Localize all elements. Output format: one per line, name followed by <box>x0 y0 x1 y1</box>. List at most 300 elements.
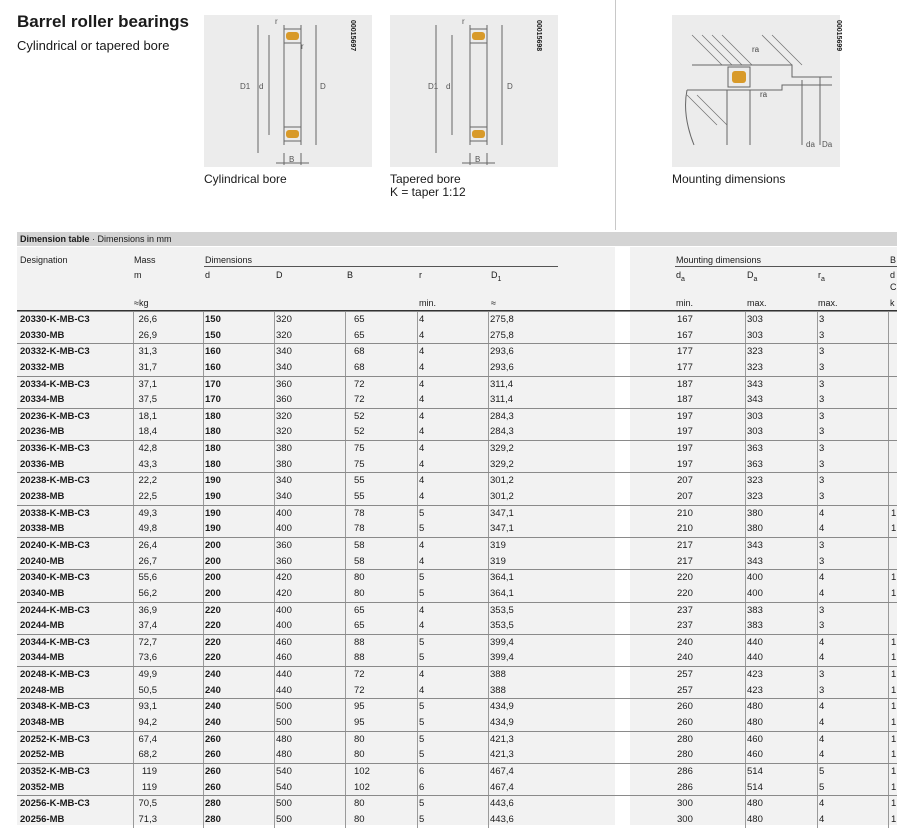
cell-separator <box>274 506 275 522</box>
cell-separator <box>133 312 134 328</box>
cell-mass: 22,2 <box>138 475 157 487</box>
cell-mass: 42,8 <box>138 443 157 455</box>
cell-separator <box>817 603 818 619</box>
cell-separator <box>888 699 889 715</box>
cell-B: 75 <box>354 458 365 470</box>
cell-separator <box>203 457 204 473</box>
cell-separator <box>345 489 346 505</box>
cell-separator <box>274 570 275 586</box>
cell-separator <box>417 473 418 489</box>
cell-separator <box>488 521 489 537</box>
table-row <box>17 666 897 683</box>
cell-Da: 423 <box>747 684 763 696</box>
cell-separator <box>203 747 204 763</box>
cell-separator <box>274 473 275 489</box>
table-row <box>17 440 897 457</box>
cell-r: 4 <box>419 378 425 390</box>
cell-ra: 4 <box>819 636 825 648</box>
cell-separator <box>345 328 346 344</box>
table-row <box>17 731 897 748</box>
table-row <box>17 683 897 699</box>
cell-D: 500 <box>276 717 292 729</box>
cell-r: 4 <box>419 426 425 438</box>
cell-separator <box>417 618 418 634</box>
cell-separator <box>345 796 346 812</box>
cell-r: 4 <box>419 329 425 341</box>
cell-separator <box>488 424 489 440</box>
table-row <box>17 602 897 619</box>
cell-Da: 343 <box>747 539 763 551</box>
table-title: Dimension table <box>20 234 90 244</box>
cell-separator <box>133 812 134 828</box>
fig2-label-D: D <box>507 82 513 91</box>
cell-r: 4 <box>419 475 425 487</box>
cell-separator <box>133 764 134 780</box>
cell-separator <box>133 506 134 522</box>
cell-separator <box>745 570 746 586</box>
cell-separator <box>203 360 204 376</box>
cell-separator <box>488 699 489 715</box>
cell-r: 5 <box>419 652 425 664</box>
cell-separator <box>745 683 746 699</box>
cell-separator <box>203 392 204 408</box>
header-B: B <box>347 270 354 280</box>
cell-separator <box>488 344 489 360</box>
fig1-code: 00015697 <box>349 20 356 52</box>
table-row <box>17 780 897 796</box>
cell-d: 200 <box>205 555 221 567</box>
cell-separator <box>203 618 204 634</box>
table-row <box>17 392 897 408</box>
cell-Da: 303 <box>747 329 763 341</box>
cell-separator <box>417 747 418 763</box>
cell-Da: 440 <box>747 652 763 664</box>
cell-separator <box>488 489 489 505</box>
cell-mass: 26,4 <box>138 539 157 551</box>
cell-r: 5 <box>419 749 425 761</box>
cell-separator <box>274 312 275 328</box>
cell-separator <box>274 360 275 376</box>
cell-separator <box>274 441 275 457</box>
cell-r: 4 <box>419 443 425 455</box>
cell-designation: 20238-K-MB-C3 <box>20 475 90 487</box>
cell-D: 320 <box>276 329 292 341</box>
cell-separator <box>203 424 204 440</box>
cell-separator <box>274 764 275 780</box>
cell-D: 420 <box>276 587 292 599</box>
cell-separator <box>745 360 746 376</box>
cell-D: 360 <box>276 555 292 567</box>
cell-separator <box>345 764 346 780</box>
cell-B: 75 <box>354 443 365 455</box>
cell-mass: 49,8 <box>138 523 157 535</box>
cell-separator <box>488 538 489 554</box>
cell-separator <box>888 780 889 796</box>
cell-B: 95 <box>354 701 365 713</box>
cell-D1: 421,3 <box>490 749 514 761</box>
header-ra-max: max. <box>818 298 838 308</box>
cell-separator <box>745 441 746 457</box>
header-cut-1: B <box>890 255 897 265</box>
table-row <box>17 521 897 537</box>
cell-separator <box>417 699 418 715</box>
cell-d: 260 <box>205 765 221 777</box>
cell-separator <box>133 521 134 537</box>
cell-separator <box>417 570 418 586</box>
cell-separator <box>274 603 275 619</box>
cell-B: 65 <box>354 620 365 632</box>
cell-separator <box>345 732 346 748</box>
table-row <box>17 472 897 489</box>
cell-D1: 319 <box>490 555 506 567</box>
table-body <box>17 311 897 828</box>
table-row <box>17 489 897 505</box>
cell-separator <box>133 489 134 505</box>
cell-separator <box>888 812 889 828</box>
cell-separator <box>745 650 746 666</box>
cell-D1: 284,3 <box>490 426 514 438</box>
header-da: $d_a$ <box>676 270 685 283</box>
cell-ra: 4 <box>819 507 825 519</box>
cell-d: 220 <box>205 620 221 632</box>
cell-d: 240 <box>205 717 221 729</box>
cell-mass: 26,6 <box>138 314 157 325</box>
cell-D: 340 <box>276 361 292 373</box>
cell-D1: 421,3 <box>490 733 514 745</box>
cell-separator <box>133 586 134 602</box>
cell-separator <box>345 409 346 425</box>
cell-separator <box>345 377 346 393</box>
cell-separator <box>817 764 818 780</box>
cell-separator <box>888 732 889 748</box>
cell-r: 5 <box>419 587 425 599</box>
cell-separator <box>488 409 489 425</box>
cell-ra: 4 <box>819 813 825 825</box>
cell-D1: 467,4 <box>490 781 514 793</box>
cell-separator <box>817 344 818 360</box>
cell-separator <box>745 667 746 683</box>
cell-d: 150 <box>205 329 221 341</box>
cell-r: 4 <box>419 314 425 325</box>
table-row <box>17 311 897 328</box>
cell-mass: 93,1 <box>138 701 157 713</box>
cell-B: 58 <box>354 539 365 551</box>
cell-separator <box>745 344 746 360</box>
cell-d: 220 <box>205 636 221 648</box>
cell-separator <box>203 667 204 683</box>
cell-separator <box>274 780 275 796</box>
cell-Da: 363 <box>747 443 763 455</box>
cell-separator <box>345 506 346 522</box>
fig3-code: 00015699 <box>835 20 842 52</box>
fig1-label-r-side: r <box>301 42 304 51</box>
cell-ra: 4 <box>819 701 825 713</box>
cell-separator <box>888 312 889 328</box>
cell-D: 500 <box>276 813 292 825</box>
cell-B: 52 <box>354 410 365 422</box>
cell-mass: 50,5 <box>138 684 157 696</box>
cell-r: 4 <box>419 458 425 470</box>
cell-d: 190 <box>205 523 221 535</box>
cell-D: 320 <box>276 314 292 325</box>
table-row <box>17 634 897 651</box>
cell-da: 300 <box>677 798 693 810</box>
cell-D1: 275,8 <box>490 329 514 341</box>
cell-separator <box>274 489 275 505</box>
cell-Da: 480 <box>747 813 763 825</box>
cell-separator <box>417 812 418 828</box>
cell-separator <box>488 764 489 780</box>
cell-D: 480 <box>276 733 292 745</box>
cell-designation: 20334-MB <box>20 394 65 406</box>
cell-mass: 70,5 <box>138 798 157 810</box>
cell-B: 78 <box>354 507 365 519</box>
cell-separator <box>345 344 346 360</box>
cell-separator <box>417 667 418 683</box>
header-mounting: Mounting dimensions <box>676 255 762 265</box>
cell-B: 95 <box>354 717 365 729</box>
cell-d: 190 <box>205 475 221 487</box>
cell-separator <box>133 635 134 651</box>
cell-designation: 20330-K-MB-C3 <box>20 314 90 325</box>
cell-separator <box>345 618 346 634</box>
cell-separator <box>133 618 134 634</box>
cell-separator <box>345 635 346 651</box>
cell-separator <box>745 764 746 780</box>
header-mass: Mass <box>134 255 156 265</box>
cell-ra: 3 <box>819 329 825 341</box>
fig2-label-r: r <box>462 17 465 26</box>
cell-ra: 3 <box>819 620 825 632</box>
cell-separator <box>203 409 204 425</box>
cell-Da: 343 <box>747 555 763 567</box>
cell-Da: 440 <box>747 636 763 648</box>
cell-separator <box>488 603 489 619</box>
cell-separator <box>417 489 418 505</box>
cell-separator <box>417 392 418 408</box>
cell-separator <box>345 699 346 715</box>
cell-separator <box>888 489 889 505</box>
cell-da: 260 <box>677 701 693 713</box>
cell-separator <box>345 715 346 731</box>
cell-d: 190 <box>205 491 221 503</box>
cell-d: 280 <box>205 798 221 810</box>
cell-ra: 3 <box>819 604 825 616</box>
cell-da: 177 <box>677 361 693 373</box>
cell-separator <box>488 715 489 731</box>
cell-separator <box>203 328 204 344</box>
cell-D1: 275,8 <box>490 314 514 325</box>
cell-separator <box>488 457 489 473</box>
caption-tapered-bore: Tapered bore <box>390 172 461 186</box>
cell-separator <box>417 635 418 651</box>
cell-separator <box>274 392 275 408</box>
cell-d: 280 <box>205 813 221 825</box>
cell-separator <box>817 457 818 473</box>
cell-cut: 1 <box>891 813 897 825</box>
cell-separator <box>417 650 418 666</box>
cell-separator <box>488 667 489 683</box>
table-row <box>17 376 897 393</box>
cell-ra: 3 <box>819 410 825 422</box>
cell-separator <box>745 715 746 731</box>
cell-r: 6 <box>419 765 425 777</box>
cell-separator <box>133 747 134 763</box>
cell-separator <box>488 650 489 666</box>
cell-d: 170 <box>205 378 221 390</box>
cell-mass: 43,3 <box>138 458 157 470</box>
cell-d: 220 <box>205 652 221 664</box>
cell-B: 65 <box>354 604 365 616</box>
cell-D1: 284,3 <box>490 410 514 422</box>
cell-separator <box>274 457 275 473</box>
cell-d: 260 <box>205 781 221 793</box>
cell-separator <box>817 554 818 570</box>
cell-separator <box>133 603 134 619</box>
cell-cut: 1 <box>891 717 897 729</box>
cell-da: 257 <box>677 684 693 696</box>
cell-separator <box>745 554 746 570</box>
cell-separator <box>417 457 418 473</box>
cell-designation: 20252-K-MB-C3 <box>20 733 90 745</box>
cell-r: 5 <box>419 733 425 745</box>
fig2-code: 00015698 <box>535 20 542 52</box>
cell-cut: 1 <box>891 636 897 648</box>
cell-designation: 20236-MB <box>20 426 65 438</box>
header-Da: $D_a$ <box>747 270 758 283</box>
cell-d: 240 <box>205 701 221 713</box>
header-r-min: min. <box>419 298 437 308</box>
cell-mass: 56,2 <box>138 587 157 599</box>
cell-da: 207 <box>677 475 693 487</box>
fig3-label-da: da <box>806 140 815 149</box>
cell-designation: 20334-K-MB-C3 <box>20 378 90 390</box>
cell-designation: 20352-MB <box>20 781 65 793</box>
cell-separator <box>888 650 889 666</box>
cell-d: 180 <box>205 458 221 470</box>
table-row <box>17 505 897 522</box>
cell-D: 400 <box>276 523 292 535</box>
cell-separator <box>888 635 889 651</box>
cell-mass: 31,3 <box>138 346 157 358</box>
cell-ra: 3 <box>819 394 825 406</box>
cell-separator <box>203 699 204 715</box>
cell-r: 4 <box>419 394 425 406</box>
header-mass-unit: m <box>134 270 142 280</box>
cell-mass: 72,7 <box>138 636 157 648</box>
cell-separator <box>817 441 818 457</box>
cell-cut: 1 <box>891 733 897 745</box>
cell-separator <box>488 441 489 457</box>
cell-D1: 399,4 <box>490 652 514 664</box>
cell-separator <box>745 603 746 619</box>
cell-separator <box>133 441 134 457</box>
cell-D1: 388 <box>490 684 506 696</box>
cell-designation: 20348-MB <box>20 717 65 729</box>
cell-separator <box>817 780 818 796</box>
cell-mass: 119 <box>141 765 157 777</box>
cell-D: 420 <box>276 572 292 584</box>
cell-D1: 293,6 <box>490 346 514 358</box>
cell-separator <box>817 489 818 505</box>
cell-D: 440 <box>276 669 292 681</box>
cell-B: 72 <box>354 394 365 406</box>
cell-separator <box>488 312 489 328</box>
cell-D1: 353,5 <box>490 604 514 616</box>
cell-D: 540 <box>276 765 292 777</box>
cell-separator <box>203 715 204 731</box>
cell-B: 78 <box>354 523 365 535</box>
cell-Da: 383 <box>747 604 763 616</box>
cell-separator <box>133 457 134 473</box>
cell-B: 58 <box>354 555 365 567</box>
cell-r: 4 <box>419 346 425 358</box>
cell-D1: 329,2 <box>490 458 514 470</box>
cell-separator <box>133 424 134 440</box>
cell-cut: 1 <box>891 765 897 777</box>
cell-da: 280 <box>677 749 693 761</box>
cell-separator <box>817 650 818 666</box>
cell-separator <box>417 441 418 457</box>
cell-separator <box>345 586 346 602</box>
cell-r: 5 <box>419 717 425 729</box>
cell-cut: 1 <box>891 587 897 599</box>
cell-separator <box>274 796 275 812</box>
cell-Da: 400 <box>747 572 763 584</box>
cell-da: 286 <box>677 765 693 777</box>
cell-B: 80 <box>354 572 365 584</box>
cell-separator <box>133 538 134 554</box>
cell-Da: 380 <box>747 523 763 535</box>
cell-separator <box>888 360 889 376</box>
cell-D: 380 <box>276 458 292 470</box>
cell-cut: 1 <box>891 669 897 681</box>
cell-separator <box>817 699 818 715</box>
fig1-label-D1: D1 <box>240 82 251 91</box>
cell-Da: 303 <box>747 426 763 438</box>
cell-da: 217 <box>677 555 693 567</box>
cell-B: 80 <box>354 733 365 745</box>
cell-mass: 26,9 <box>138 329 157 341</box>
cell-separator <box>817 570 818 586</box>
cell-designation: 20244-MB <box>20 620 65 632</box>
cell-D: 440 <box>276 684 292 696</box>
cell-da: 237 <box>677 620 693 632</box>
cell-ra: 3 <box>819 555 825 567</box>
cell-separator <box>417 780 418 796</box>
cell-separator <box>345 780 346 796</box>
fig1-label-r-top: r <box>275 17 278 26</box>
cell-separator <box>417 409 418 425</box>
cell-separator <box>888 586 889 602</box>
cell-separator <box>488 635 489 651</box>
header-d: d <box>205 270 211 280</box>
table-row <box>17 360 897 376</box>
table-row <box>17 618 897 634</box>
cell-Da: 460 <box>747 749 763 761</box>
cell-separator <box>417 554 418 570</box>
cell-cut: 1 <box>891 798 897 810</box>
cell-separator <box>417 715 418 731</box>
cell-separator <box>888 667 889 683</box>
cell-separator <box>488 377 489 393</box>
cell-separator <box>133 377 134 393</box>
cell-cut: 1 <box>891 781 897 793</box>
cell-separator <box>888 796 889 812</box>
cell-D1: 364,1 <box>490 587 514 599</box>
cell-separator <box>488 683 489 699</box>
cell-r: 6 <box>419 781 425 793</box>
